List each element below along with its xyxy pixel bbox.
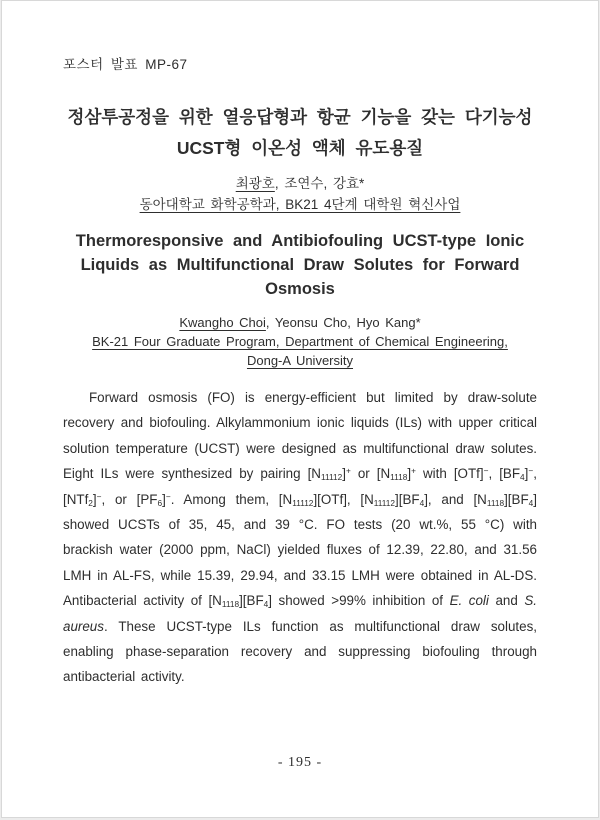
korean-title-line-2: UCST형 이온성 액체 유도용질 [176,138,424,158]
korean-title [2,102,598,164]
korean-affiliation [2,193,598,213]
english-title [2,229,598,301]
english-authors [2,315,598,330]
korean-title-line-1: 정삼투공정을 위한 열응답형과 항균 기능을 갖는 다기능성 [67,107,533,127]
korean-authors [2,172,598,192]
english-title-line-2: Liquids as Multifunctional Draw Solutes for Forward [80,256,520,274]
korean-affiliation-text: 동아대학교 화학공학과, BK21 4단계 대학원 혁신사업 [139,197,461,212]
korean-presenting-author: 최광호 [235,176,275,191]
korean-coauthors: , 조연수, 강효* [274,176,365,191]
page-number: - 195 - [277,755,323,770]
poster-session-label: 포스터 발표 MP-67 [63,57,188,72]
english-affiliation-line-1: BK-21 Four Graduate Program, Department of Chemical Engineering, [92,334,508,349]
english-title-line-1: Thermoresponsive and Antibiofouling UCST-type Ionic [75,232,525,250]
abstract-paragraph: Forward osmosis (FO) is energy-efficient but limited by draw-solute recovery and biofouling. Alkylammonium ionic liquids (ILs) with upper critical solution temperature (UCST) were designed as multifunctional draw solutes. Eight ILs were synthesized by pairing $[N_{11112}]^+$ or $[N_{1118}]^+$ with [OTf]−, $[BF_4]^-$, [NTf$_2$]−, or $[PF_6]^-$. Among them, $[N_{11112}][OTf]$, $[N_{11112}][BF_4]$, and $[N_{1118}][BF_4]$ showed UCSTs of 35, 45, and 39 °C. FO tests (20 wt.%, 55 °C) with brackish water (2000 ppm, NaCl) yielded fluxes of 12.39, 22.80, and 31.56 LMH in AL-FS, while 15.39, 29.94, and 33.15 LMH were obtained in AL-DS. Antibacterial activity of $[N_{1118}][BF_4]$ showed >99% inhibition of E. coli and S. aureus. These UCST-type ILs function as multifunctional draw solutes, enabling phase-separation recovery and suppressing biofouling through antibacterial activity. [63,390,537,685]
english-title-line-3: Osmosis [265,280,335,298]
english-affiliation-line-2: Dong-A University [246,352,354,368]
english-presenting-author: Kwangho Choi [179,315,266,330]
document-page [1,0,599,818]
english-affiliation [2,333,598,370]
english-coauthors: , Yeonsu Cho, Hyo Kang* [265,315,421,330]
